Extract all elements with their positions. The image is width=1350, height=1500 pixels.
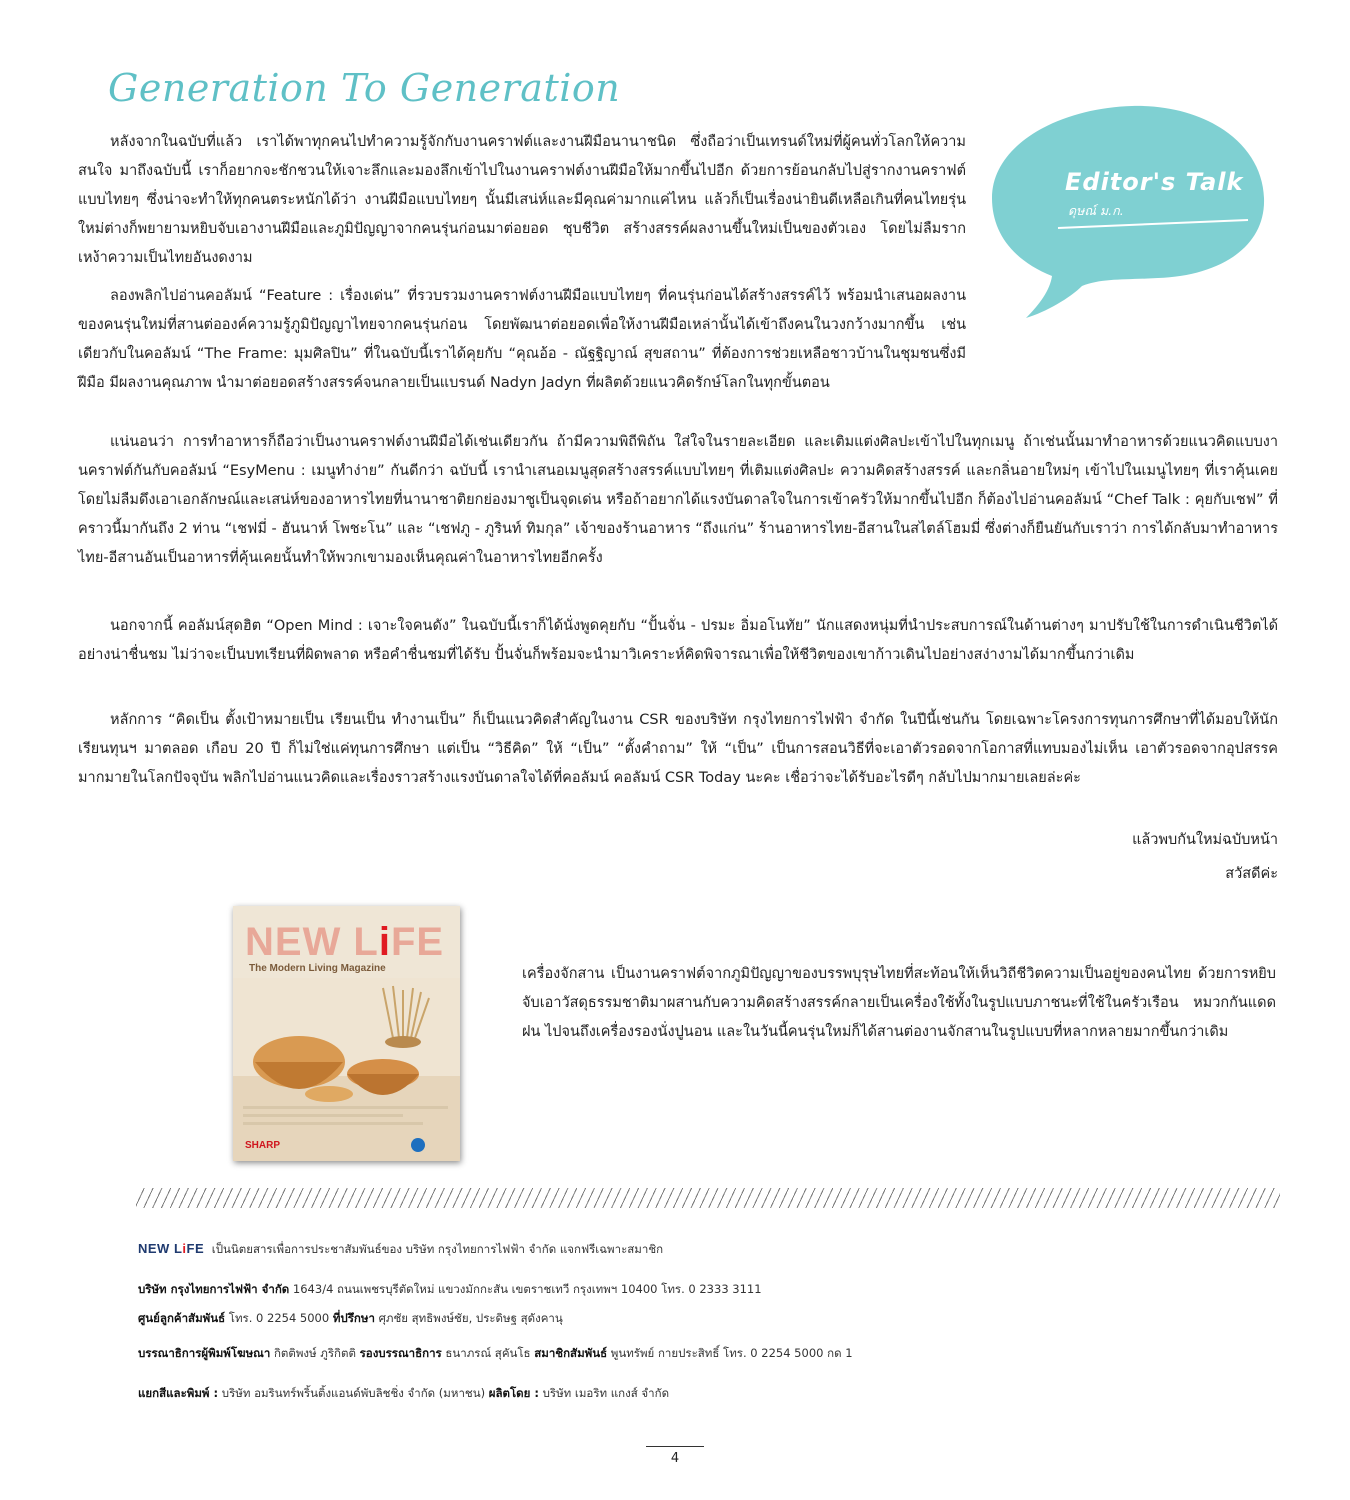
cover-tagline: The Modern Living Magazine [249,963,386,974]
footer-editorial: บรรณาธิการผู้พิมพ์โฆษณา กิตติพงษ์ ภูริกิตติ รองบรรณาธิการ ธนาภรณ์ สุคันโธ สมาชิกสัมพันธ์ พูนทรัพย์ กายประสิทธิ์ โทร. 0 2254 5000 กด 1 [138,1346,853,1360]
body-paragraph: แน่นอนว่า การทำอาหารก็ถือว่าเป็นงานคราฟต์งานฝีมือได้เช่นเดียวกัน ถ้ามีความพิถีพิถัน ใส่ใจในรายละเอียด และเติมแต่งศิลปะเข้าไปในทุกเมนู ถ้าเช่นนั้นมาทำอาหารด้วยแนวคิดแบบงานคราฟต์กันกับคอลัมน์ “EsyMenu : เมนูทำง่าย” กันดีกว่า ฉบับนี้ เรานำเสนอเมนูสุดสร้างสรรค์แบบไทยๆ ที่เติมแต่งศิลปะ ความคิดสร้างสรรค์ และกลิ่นอายใหม่ๆ เข้าไปในเมนูไทยๆ ที่เราคุ้นเคย โดยไม่ลืมดึงเอาเอกลักษณ์และเสน่ห์ของอาหารไทยที่นานาชาติยกย่องมาชูเป็นจุดเด่น หรือถ้าอยากได้แรงบันดาลใจในการเข้าครัวให้มากขึ้นไปอีก ก็ต้องไปอ่านคอลัมน์ “Chef Talk : คุยกับเชฟ” ที่คราวนี้มากันถึง 2 ท่าน “เชฟมี่ - ฮันนาห์ โพชะโน” และ “เชฟภู - ภูรินท์ ทิมกุล” เจ้าของร้านอาหาร “ถึงแก่น” ร้านอาหารไทย-อีสานในสไตล์โฮมมี่ ซึ่งต่างก็ยืนยันกับเราว่า การได้กลับมาทำอาหารไทย-อีสานอันเป็นอาหารที่คุ้นเคยนั้นทำให้พวกเขามองเห็นคุณค่าในอาหารไทยอีกครั้ง [78,434,1278,566]
body-paragraph: นอกจากนี้ คอลัมน์สุดฮิต “Open Mind : เจาะใจคนดัง” ในฉบับนี้เราก็ได้นั่งพูดคุยกับ “ปั้นจั่น - ปรมะ อิ่มอโนทัย” นักแสดงหนุ่มที่นำประสบการณ์ในด้านต่างๆ มาปรับใช้ในการดำเนินชีวิตได้อย่างน่าชื่นชม ไม่ว่าจะเป็นบทเรียนที่ผิดพลาด หรือคำชื่นชมที่ได้รับ ปั้นจั่นก็พร้อมจะนำมาวิเคราะห์คิดพิจารณาเพื่อให้ชีวิตของเขาก้าวเดินไปอย่างสง่างามได้มากขึ้นกว่าเดิม [78,618,1278,663]
footer-printing: แยกสีและพิมพ์ : บริษัท อมรินทร์พริ้นติ้งแอนด์พับลิชชิ่ง จำกัด (มหาชน) ผลิตโดย : บริษัท เมอริท แกงส์ จำกัด [138,1386,670,1400]
page-number-rule [646,1446,704,1447]
hatched-divider [136,1188,1280,1208]
editors-talk-bubble [982,100,1272,320]
page-title: Generation To Generation [108,66,621,110]
cover-brand: SHARP [245,1140,281,1151]
footer-service: ศูนย์ลูกค้าสัมพันธ์ โทร. 0 2254 5000 ที่ปรึกษา ศุภชัย สุทธิพงษ์ชัย, ประดิษฐ สุดังคานุ [138,1311,563,1325]
footer-intro: NEW LiFE เป็นนิตยสารเพื่อการประชาสัมพันธ์ของ บริษัท กรุงไทยการไฟฟ้า จำกัด แจกฟรีเฉพาะสมาชิก [138,1241,664,1256]
closing-line: แล้วพบกันใหม่ฉบับหน้า [1132,832,1278,848]
cover-basket-illustration [233,978,460,1161]
body-paragraph: หลังจากในฉบับที่แล้ว เราได้พาทุกคนไปทำความรู้จักกับงานคราฟต์และงานฝีมือนานาชนิด ซึ่งถือว่าเป็นเทรนด์ใหม่ที่ผู้คนทั่วโลกให้ความสนใจ มาถึงฉบับนี้ เราก็อยากจะชักชวนให้เจาะลึกและมองลึกเข้าไปในงานคราฟต์งานฝีมือให้มากขึ้นไปอีก ด้วยการย้อนกลับไปสู่รากงานคราฟต์แบบไทยๆ ซึ่งน่าจะทำให้ทุกคนตระหนักได้ว่า งานฝีมือแบบไทยๆ นั้นมีเสน่ห์และมีคุณค่ามากแค่ไหน แล้วก็เป็นเรื่องน่ายินดีเหลือเกินที่คนไทยรุ่นใหม่ต่างก็พยายามหยิบจับเอางานฝีมือและภูมิปัญญาจากคนรุ่นก่อนมาต่อยอด ชุบชีวิต สร้างสรรค์ผลงานขึ้นใหม่เป็นของตัวเอง โดยไม่ลืมรากเหง้าความเป็นไทยอันงดงาม [78,134,966,266]
newlife-logo: NEW LiFE [138,1241,205,1256]
photo-caption: เครื่องจักสาน เป็นงานคราฟต์จากภูมิปัญญาของบรรพบุรุษไทยที่สะท้อนให้เห็นวิถีชีวิตความเป็นอยู่ของคนไทย ด้วยการหยิบจับเอาวัสดุธรรมชาติมาผสานกับความคิดสร้างสรรค์กลายเป็นเครื่องใช้ทั้งในรูปแบบภาชนะที่ใช้ในครัวเรือน หมวกกันแดดฝน ไปจนถึงเครื่องรองนั่งปูนอน และในวันนี้คนรุ่นใหม่ก็ได้สานต่องานจักสานในรูปแบบที่หลากหลายมากขึ้นกว่าเดิม [522,966,1276,1040]
closing-line: สวัสดีค่ะ [1225,866,1278,882]
footer-company: บริษัท กรุงไทยการไฟฟ้า จำกัด 1643/4 ถนนเพชรบุรีตัดใหม่ แขวงมักกะสัน เขตราชเทวี กรุงเทพฯ 10400 โทร. 0 2333 3111 [138,1282,762,1296]
magazine-cover-image [233,906,460,1161]
body-paragraph: ลองพลิกไปอ่านคอลัมน์ “Feature : เรื่องเด่น” ที่รวบรวมงานคราฟต์งานฝีมือแบบไทยๆ ที่คนรุ่นก่อนได้สร้างสรรค์ไว้ พร้อมนำเสนอผลงานของคนรุ่นใหม่ที่สานต่อองค์ความรู้ภูมิปัญญาไทยจากคนรุ่นก่อน โดยพัฒนาต่อยอดเพื่อให้งานฝีมือเหล่านั้นได้เข้าถึงคนในวงกว้างมากขึ้น เช่นเดียวกับในคอลัมน์ “The Frame: มุมศิลปิน” ที่ในฉบับนี้เราได้คุยกับ “คุณอ้อ - ณัฐฐิญาณ์ สุขสถาน” ที่ต้องการช่วยเหลือชาวบ้านในชุมชนซึ่งมีฝีมือ มีผลงานคุณภาพ นำมาต่อยอดสร้างสรรค์จนกลายเป็นแบรนด์ Nadyn Jadyn ที่ผลิตด้วยแนวคิดรักษ์โลกในทุกขั้นตอน [78,288,966,391]
cover-masthead: NEW LiFE [245,920,445,964]
company-logo-icon [411,1138,425,1152]
body-paragraph: หลักการ “คิดเป็น ตั้งเป้าหมายเป็น เรียนเป็น ทำงานเป็น” ก็เป็นแนวคิดสำคัญในงาน CSR ของบริษัท กรุงไทยการไฟฟ้า จำกัด ในปีนี้เช่นกัน โดยเฉพาะโครงการทุนการศึกษาที่ได้มอบให้นักเรียนทุนฯ มาตลอด เกือบ 20 ปี ก็ไม่ใช่แค่ทุนการศึกษา แต่เป็น “วิธีคิด” ให้ “เป็น” “ตั้งคำถาม” ให้ “เป็น” เป็นการสอนวิธีที่จะเอาตัวรอดจากโอกาสที่แทบมองไม่เห็น เอาตัวรอดจากอุปสรรคมากมายในโลกปัจจุบัน พลิกไปอ่านแนวคิดและเรื่องราวสร้างแรงบันดาลใจได้ที่คอลัมน์ คอลัมน์ CSR Today นะคะ เชื่อว่าจะได้รับอะไรดีๆ กลับไปมากมายเลยล่ะค่ะ [78,712,1278,786]
page-number: 4 [670,1451,680,1466]
editors-talk-author: ดุษณ์ ม.ก. [1068,203,1124,218]
editors-talk-title: Editor's Talk [1065,168,1244,196]
